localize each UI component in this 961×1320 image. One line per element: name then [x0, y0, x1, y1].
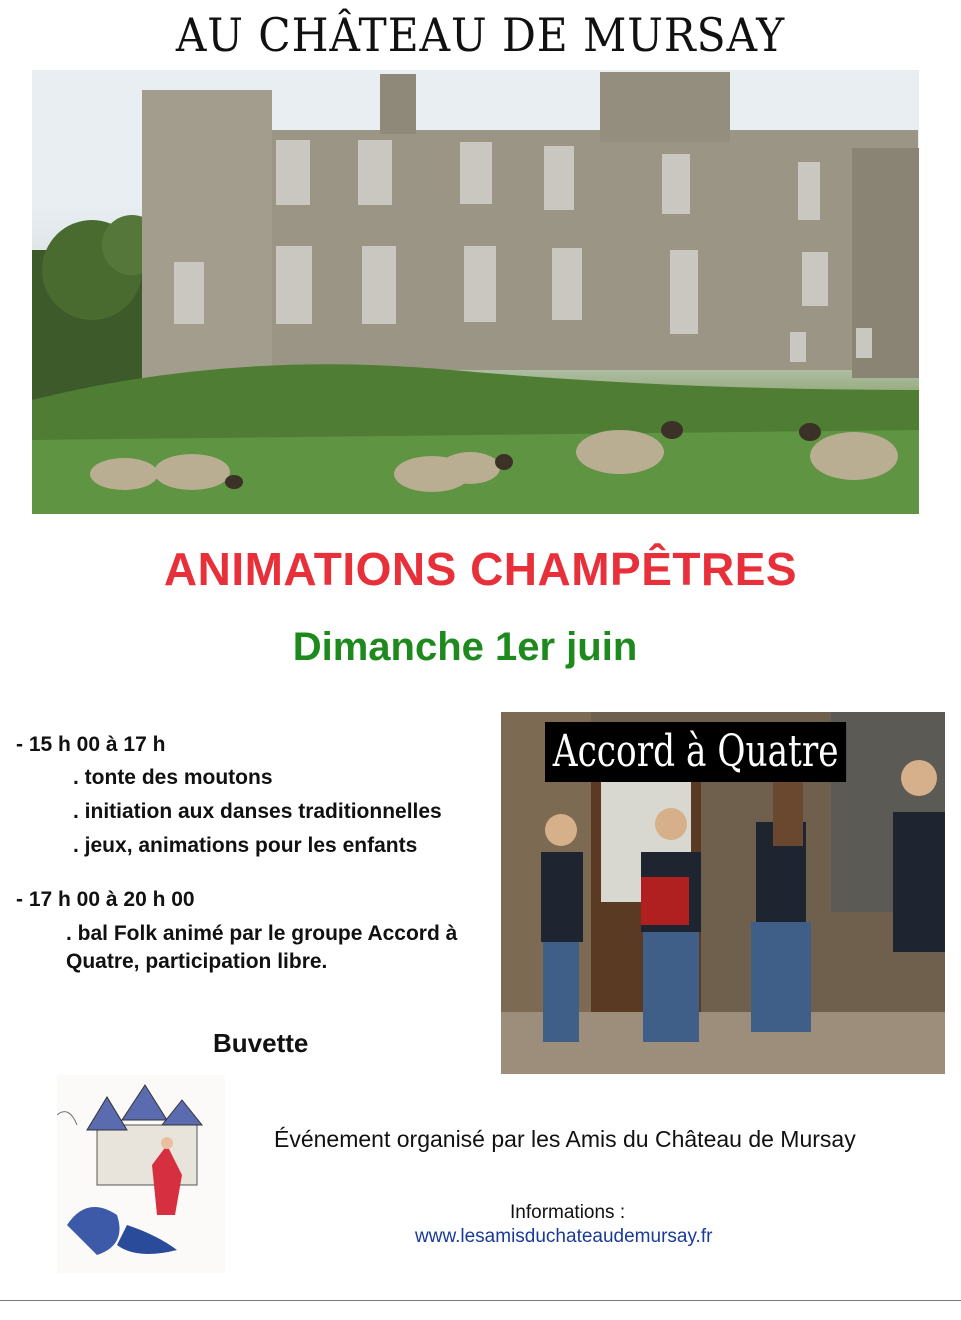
- event-date: Dimanche 1er juin: [292, 625, 638, 669]
- footer-divider: [0, 1300, 961, 1301]
- buvette-label: Buvette: [213, 1028, 309, 1058]
- slot1-item: . tonte des moutons: [73, 766, 273, 789]
- slot1-item: . initiation aux danses traditionnelles: [73, 800, 442, 823]
- slot2-item: . bal Folk animé par le groupe Accord à Quatre, participation libre.: [66, 922, 458, 973]
- organizer-text: Événement organisé par les Amis du Château de Mursay: [274, 1126, 856, 1152]
- slot2-time: - 17 h 00 à 20 h 00: [16, 888, 195, 911]
- castle-photo: [32, 70, 919, 514]
- page-title: AU CHÂTEAU DE MURSAY: [175, 8, 786, 62]
- info-label: Informations :: [510, 1202, 626, 1223]
- slot1-item: . jeux, animations pour les enfants: [73, 834, 418, 857]
- event-title: ANIMATIONS CHAMPÊTRES: [163, 543, 798, 595]
- chateau-logo: [57, 1075, 225, 1273]
- website-link[interactable]: www.lesamisduchateaudemursay.fr: [415, 1226, 713, 1247]
- slot1-time: - 15 h 00 à 17 h: [16, 733, 166, 756]
- band-name: Accord à Quatre: [545, 722, 846, 782]
